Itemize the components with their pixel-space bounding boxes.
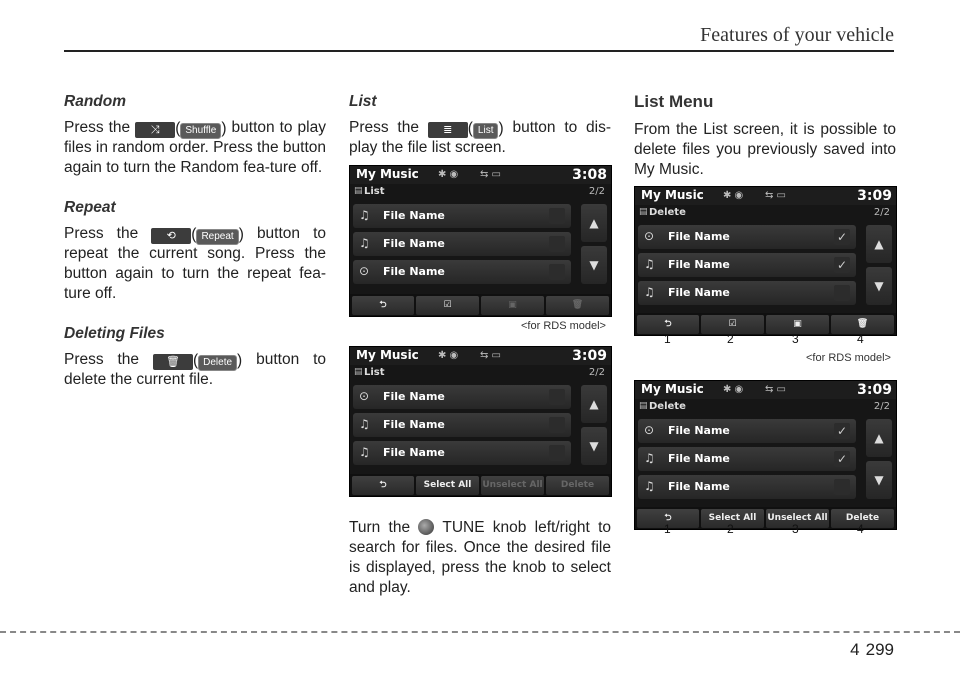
file-name: File Name (668, 230, 730, 243)
checkbox[interactable] (549, 445, 565, 461)
screen-delete-rds (634, 186, 897, 336)
scroll-down-button[interactable]: ▼ (866, 461, 892, 499)
music-note-icon: ♫ (359, 417, 370, 431)
page-number (844, 640, 894, 660)
shuffle-button-graphic: ⤨ ( Shuffle ) (135, 119, 226, 135)
screen-topbar (350, 166, 611, 184)
screen-page: 2/2 (588, 186, 605, 197)
play-circle-icon: ⊙ (644, 229, 655, 243)
file-name: File Name (668, 258, 730, 271)
music-note-icon: ♫ (644, 257, 655, 271)
file-name: File Name (383, 209, 445, 222)
list-paragraph (349, 118, 611, 158)
screen-time: 3:08 (572, 167, 607, 183)
scroll-up-button[interactable]: ▲ (581, 204, 607, 242)
list-text-before: Press the (349, 119, 419, 136)
screen-title: My Music (641, 382, 704, 396)
screen-mode: Delete (649, 401, 686, 412)
file-name: File Name (383, 418, 445, 431)
list-menu-heading: List Menu (634, 92, 714, 111)
bluetooth-icon: ✱ ◉ (723, 384, 744, 395)
tune-knob-icon (418, 519, 434, 535)
random-text-before: Press the (64, 119, 131, 136)
repeat-label: Repeat (196, 229, 238, 245)
trash-icon-button[interactable]: 🗑 (546, 296, 609, 315)
usb-icon: ⇆ ▭ (765, 190, 787, 201)
screen-bottombar (350, 474, 611, 496)
usb-icon: ⇆ ▭ (765, 384, 787, 395)
screen-bottombar (350, 294, 611, 316)
screen-time: 3:09 (857, 382, 892, 398)
delete-button[interactable]: Delete (831, 509, 894, 528)
file-name: File Name (668, 424, 730, 437)
screen3-caption: <for RDS model> (806, 352, 891, 364)
checkbox-checked[interactable]: ✓ (834, 423, 850, 439)
file-name: File Name (383, 446, 445, 459)
list-icon: ▤ (354, 186, 363, 196)
random-paragraph (64, 118, 326, 178)
header-rule (64, 50, 894, 52)
checkbox[interactable] (549, 208, 565, 224)
callout-1: 1 (664, 522, 671, 536)
file-name: File Name (383, 237, 445, 250)
callout-1: 1 (664, 332, 671, 346)
column-right (634, 92, 896, 200)
file-row[interactable] (638, 419, 856, 443)
file-row[interactable] (353, 385, 571, 409)
back-button[interactable]: ⮌ (352, 476, 414, 495)
music-note-icon: ♫ (644, 451, 655, 465)
tune-paragraph (349, 518, 611, 598)
deleting-heading: Deleting Files (64, 325, 165, 342)
screen-time: 3:09 (857, 188, 892, 204)
file-row[interactable] (353, 232, 571, 256)
list-icon: ▤ (639, 207, 648, 217)
play-circle-icon: ⊙ (359, 264, 370, 278)
play-circle-icon: ⊙ (359, 389, 370, 403)
screen-time: 3:09 (572, 348, 607, 364)
screen-subbar (635, 205, 896, 222)
delete-button-graphic: 🗑 ( Delete ) (153, 351, 242, 367)
file-row[interactable] (638, 447, 856, 471)
usb-icon: ⇆ ▭ (480, 350, 502, 361)
checkbox[interactable] (549, 264, 565, 280)
screen-topbar (635, 381, 896, 399)
screen-subbar (350, 365, 611, 382)
list-button-graphic: ≣ ( List ) (428, 119, 504, 135)
music-note-icon: ♫ (644, 479, 655, 493)
checkbox-checked[interactable]: ✓ (834, 451, 850, 467)
screen-topbar (350, 347, 611, 365)
header-title: Features of your vehicle (700, 24, 894, 46)
screen1-caption: <for RDS model> (521, 320, 606, 332)
uncheck-icon-button[interactable]: ▣ (766, 315, 829, 334)
repeat-button-graphic: ⟲ ( Repeat ) (151, 225, 244, 241)
file-row[interactable] (353, 260, 571, 284)
file-row[interactable] (638, 225, 856, 249)
unselect-all-button[interactable]: Unselect All (481, 476, 544, 495)
check-icon-button[interactable]: ☑ (701, 315, 764, 334)
checkbox[interactable] (549, 389, 565, 405)
checkbox-checked[interactable]: ✓ (834, 257, 850, 273)
screen-page: 2/2 (588, 367, 605, 378)
bluetooth-icon: ✱ ◉ (438, 169, 459, 180)
scroll-down-button[interactable]: ▼ (866, 267, 892, 305)
file-name: File Name (383, 390, 445, 403)
checkbox-checked[interactable]: ✓ (834, 229, 850, 245)
screen-topbar (635, 187, 896, 205)
callout-3: 3 (792, 522, 799, 536)
checkbox[interactable] (834, 285, 850, 301)
repeat-icon: ⟲ (151, 228, 191, 244)
list-label: List (473, 123, 499, 139)
file-row[interactable] (353, 413, 571, 437)
delete-text-before: Press the (64, 351, 140, 368)
usb-icon: ⇆ ▭ (480, 169, 502, 180)
list-icon: ≣ (428, 122, 468, 138)
file-row[interactable] (638, 281, 856, 305)
delete-paragraph (64, 350, 326, 390)
list-heading: List (349, 93, 377, 110)
random-text-after: button to play files in random order. Press the button again to turn the Random fea-ture off. (64, 119, 326, 176)
file-row[interactable] (638, 253, 856, 277)
column-left (64, 92, 326, 410)
bluetooth-icon: ✱ ◉ (438, 350, 459, 361)
trash-icon-button[interactable]: 🗑 (831, 315, 894, 334)
file-name: File Name (668, 480, 730, 493)
back-button[interactable]: ⮌ (352, 296, 414, 315)
repeat-paragraph (64, 224, 326, 304)
scroll-down-button[interactable]: ▼ (581, 427, 607, 465)
select-all-button[interactable]: Select All (701, 509, 764, 528)
tune-text-after: TUNE knob left/right to search for files. Once the desired file is displayed, press the knob to select and play. (349, 519, 611, 596)
callout-3: 3 (792, 332, 799, 346)
music-note-icon: ♫ (644, 285, 655, 299)
bluetooth-icon: ✱ ◉ (723, 190, 744, 201)
delete-text-after: button to delete the current file. (64, 351, 326, 388)
tune-text-before: Turn the (349, 519, 411, 536)
screen-subbar (350, 184, 611, 201)
screen-title: My Music (641, 188, 704, 202)
page-header (0, 0, 960, 60)
delete-button[interactable]: Delete (546, 476, 609, 495)
music-note-icon: ♫ (359, 236, 370, 250)
file-name: File Name (668, 286, 730, 299)
list-icon: ▤ (354, 367, 363, 377)
scroll-up-button[interactable]: ▲ (581, 385, 607, 423)
callout-4: 4 (857, 522, 864, 536)
trash-icon: 🗑 (153, 354, 193, 370)
screen-list-rds (349, 165, 612, 317)
screen-mode: List (364, 186, 385, 197)
screen-page: 2/2 (873, 401, 890, 412)
back-button[interactable]: ⮌ (637, 315, 699, 334)
music-note-icon: ♫ (359, 208, 370, 222)
tune-paragraph-wrap (349, 518, 611, 618)
screen-title: My Music (356, 348, 419, 362)
checkbox[interactable] (549, 417, 565, 433)
screen-page: 2/2 (873, 207, 890, 218)
list-text-after: button to dis-play the file list screen. (349, 119, 612, 156)
file-row[interactable] (353, 204, 571, 228)
scroll-up-button[interactable]: ▲ (866, 419, 892, 457)
select-all-button[interactable]: Select All (416, 476, 479, 495)
random-heading: Random (64, 93, 126, 110)
repeat-text-before: Press the (64, 225, 139, 242)
screen-mode: Delete (649, 207, 686, 218)
play-circle-icon: ⊙ (644, 423, 655, 437)
page-number-value: 299 (865, 640, 894, 659)
footer-rule (0, 631, 960, 633)
file-name: File Name (383, 265, 445, 278)
scroll-up-button[interactable]: ▲ (866, 225, 892, 263)
screen-mode: List (364, 367, 385, 378)
callout-2: 2 (727, 332, 734, 346)
file-row[interactable] (638, 475, 856, 499)
scroll-down-button[interactable]: ▼ (581, 246, 607, 284)
screen-title: My Music (356, 167, 419, 181)
list-menu-paragraph: From the List screen, it is possible to delete files you previously saved into My Music. (634, 121, 896, 178)
shuffle-icon: ⤨ (135, 122, 175, 138)
list-icon: ▤ (639, 401, 648, 411)
file-name: File Name (668, 452, 730, 465)
chapter-number: 4 (850, 640, 860, 659)
check-icon-button[interactable]: ☑ (416, 296, 479, 315)
repeat-text-after: button to repeat the current song. Press the button again to turn the repeat fea-ture off. (64, 225, 327, 302)
screen-list-text (349, 346, 612, 497)
uncheck-icon-button[interactable]: ▣ (481, 296, 544, 315)
repeat-heading: Repeat (64, 199, 116, 216)
file-row[interactable] (353, 441, 571, 465)
music-note-icon: ♫ (359, 445, 370, 459)
shuffle-label: Shuffle (180, 123, 221, 139)
unselect-all-button[interactable]: Unselect All (766, 509, 829, 528)
checkbox[interactable] (834, 479, 850, 495)
delete-label: Delete (198, 355, 237, 371)
callout-4: 4 (857, 332, 864, 346)
back-button[interactable]: ⮌ (637, 509, 699, 528)
checkbox[interactable] (549, 236, 565, 252)
screen-subbar (635, 399, 896, 416)
callout-2: 2 (727, 522, 734, 536)
screen-delete-text (634, 380, 897, 530)
